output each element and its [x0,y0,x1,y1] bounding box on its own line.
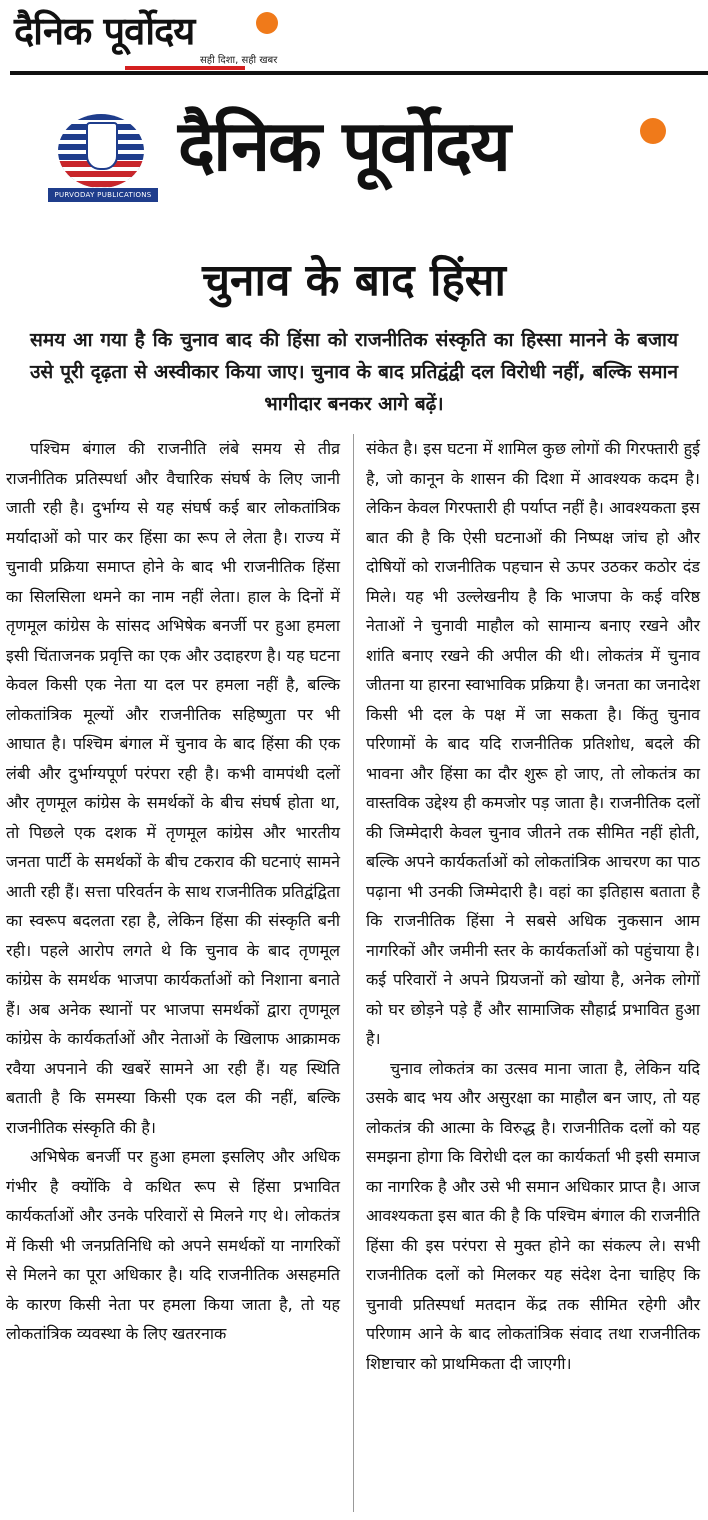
publisher-logo [48,114,158,199]
pen-nib-icon [86,122,118,170]
article-paragraph: चुनाव लोकतंत्र का उत्सव माना जाता है, लेकिन यदि उसके बाद भय और असुरक्षा का माहौल बन जाए, तो यह लोकतंत्र की आत्मा के विरुद्ध है। राजनीतिक दलों को यह समझना होगा कि विरोधी दल का कार्यकर्ता भी इसी समाज का नागरिक है और उसे भी समान अधिकार प्राप्त है। आज आवश्यकता इस बात की है कि पश्चिम बंगाल की राजनीति हिंसा की इस परंपरा से मुक्त होने का संकल्प ले। सभी राजनीतिक दलों को मिलकर यह संदेश देना चाहिए कि चुनावी प्रतिस्पर्धा मतदान केंद्र तक सीमित रहेगी और परिणाम आने के बाद लोकतांत्रिक संवाद तथा राजनीतिक शिष्टाचार को प्राथमिकता दी जाएगी। [366,1058,700,1373]
masthead [0,0,708,80]
logo-label: PURVODAY PUBLICATIONS [48,188,158,202]
banner-title: दैनिक पूर्वोदय [178,105,509,187]
banner-sun-dot [640,118,666,144]
masthead-rule [10,71,708,75]
publication-banner [0,100,708,200]
masthead-accent-bar [125,66,245,70]
article-headline: चुनाव के बाद हिंसा [202,255,506,306]
article-paragraph: पश्चिम बंगाल की राजनीति लंबे समय से तीव्र राजनीतिक प्रतिस्पर्धा और वैचारिक संघर्ष के लिए जानी जाती रही है। दुर्भाग्य से यह संघर्ष कई बार लोकतांत्रिक मर्यादाओं को पार कर हिंसा का रूप ले लेता है। राज्य में चुनावी प्रक्रिया समाप्त होने के बाद भी राजनीतिक हिंसा का सिलसिला थमने का नाम नहीं लेता। हाल के दिनों में तृणमूल कांग्रेस के सांसद अभिषेक बनर्जी पर हुआ हमला इसी चिंताजनक प्रवृत्ति का एक और उदाहरण है। यह घटना केवल किसी एक नेता या दल पर हमला नहीं है, बल्कि लोकतांत्रिक मूल्यों और राजनीतिक सहिष्णुता पर भी आघात है। पश्चिम बंगाल में चुनाव के बाद हिंसा की एक लंबी और दुर्भाग्यपूर्ण परंपरा रही है। कभी वामपंथी दलों और तृणमूल कांग्रेस के समर्थकों के बीच संघर्ष होता था, तो पिछले एक दशक में तृणमूल कांग्रेस और भारतीय जनता पार्टी के समर्थकों के बीच टकराव की घटनाएं सामने आती रही हैं। सत्ता परिवर्तन के साथ राजनीतिक प्रतिद्वंद्विता का स्वरूप बदलता रहा है, लेकिन हिंसा की संस्कृति बनी रही। पहले आरोप लगते थे कि चुनाव के बाद तृणमूल कांग्रेस के समर्थक भाजपा कार्यकर्ताओं को निशाना बनाते हैं। अब अनेक स्थानों पर भाजपा समर्थकों द्वारा तृणमूल कांग्रेस के कार्यकर्ताओं और नेताओं के खिलाफ आक्रामक रवैया अपनाने की खबरें सामने आ रही हैं। यह स्थिति बताती है कि समस्या किसी एक दल की नहीं, बल्कि राजनीतिक संस्कृति की है। [6,439,340,1137]
column-divider [353,434,354,1512]
masthead-tagline: सही दिशा, सही खबर [200,55,278,66]
article-column-left [6,434,340,1349]
article-paragraph: संकेत है। इस घटना में शामिल कुछ लोगों की गिरफ्तारी हुई है, जो कानून के शासन की दिशा में आवश्यक कदम है। लेकिन केवल गिरफ्तारी ही पर्याप्त नहीं है। आवश्यकता इस बात की है कि ऐसी घटनाओं की निष्पक्ष जांच हो और दोषियों को राजनीतिक पहचान से ऊपर उठकर कठोर दंड मिले। यह भी उल्लेखनीय है कि भाजपा के कई वरिष्ठ नेताओं ने चुनावी माहौल को सामान्य बनाए रखने और शांति बनाए रखने की अपील की थी। लोकतंत्र में चुनाव जीतना या हारना स्वाभाविक प्रक्रिया है। जनता का जनादेश किसी भी दल के पक्ष में जा सकता है। किंतु चुनाव परिणामों के बाद यदि राजनीतिक प्रतिशोध, बदले की भावना और हिंसा का दौर शुरू हो जाए, तो लोकतंत्र का वास्तविक उद्देश्य ही कमजोर पड़ जाता है। राजनीतिक दलों की जिम्मेदारी केवल चुनाव जीतने तक सीमित नहीं होती, बल्कि अपने कार्यकर्ताओं को लोकतांत्रिक आचरण का पाठ पढ़ाना भी उनकी जिम्मेदारी है। वहां का इतिहास बताता है कि राजनीतिक हिंसा ने सबसे अधिक नुकसान आम नागरिकों और जमीनी स्तर के कार्यकर्ताओं को पहुंचाया है। कई परिवारों ने अपने प्रियजनों को खोया है, अनेक लोगों को घर छोड़ने पड़े हैं और सामाजिक सौहार्द्र प्रभावित हुआ है। [366,439,700,1048]
article-standfirst: समय आ गया है कि चुनाव बाद की हिंसा को राजनीतिक संस्कृति का हिस्सा मानने के बजाय उसे पूरी दृढ़ता से अस्वीकार किया जाए। चुनाव के बाद प्रतिद्वंद्वी दल विरोधी नहीं, बल्कि समान भागीदार बनकर आगे बढ़ें। [30,329,678,415]
masthead-sun-dot [256,12,278,34]
article-column-right [366,434,700,1378]
masthead-title: दैनिक पूर्वोदय [14,9,195,53]
article-paragraph: अभिषेक बनर्जी पर हुआ हमला इसलिए और अधिक गंभीर है क्योंकि वे कथित रूप से हिंसा प्रभावित कार्यकर्ताओं और उनके परिवारों से मिलने गए थे। लोकतंत्र में किसी भी जनप्रतिनिधि को अपने समर्थकों या नागरिकों से मिलने का पूरा अधिकार है। यदि राजनीतिक असहमति के कारण किसी नेता पर हमला किया जाता है, तो यह लोकतांत्रिक व्यवस्था के लिए खतरनाक [6,1147,340,1343]
